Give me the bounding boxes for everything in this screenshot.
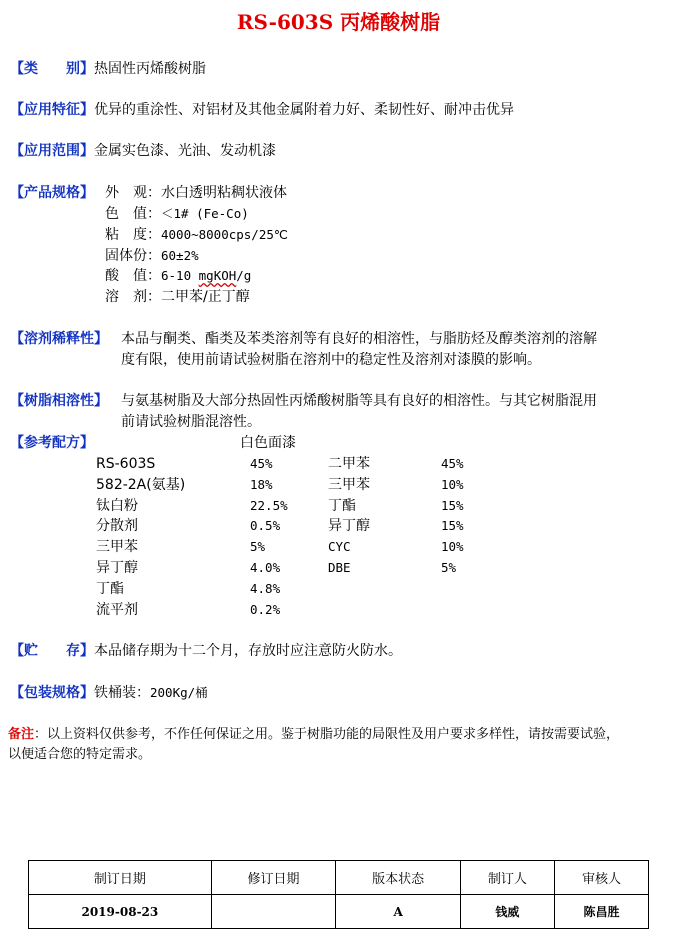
formula-left-pct: 5%	[250, 539, 266, 554]
formula-right-pct: 5%	[441, 560, 457, 575]
features-label: 【应用特征】	[10, 102, 94, 118]
formula-right-pct: 10%	[441, 477, 464, 492]
spec-row	[105, 225, 288, 245]
specs-label: 【产品规格】	[10, 185, 94, 201]
formula-left-name: 三甲苯	[96, 539, 138, 555]
formula-left-name: 丁酯	[96, 581, 124, 597]
category-label: 【类 别】	[10, 61, 94, 77]
formula-left-pct: 18%	[250, 477, 273, 492]
storage-section	[10, 641, 402, 661]
formula-left-name: 流平剂	[96, 602, 138, 618]
spec-name: 溶 剂：	[105, 289, 161, 305]
formula-left-name: 分散剂	[96, 518, 138, 534]
scope-label: 【应用范围】	[10, 143, 94, 159]
page-title: RS-603S 丙烯酸树脂	[236, 10, 441, 34]
category-text: 热固性丙烯酸树脂	[94, 61, 206, 77]
value-reviewer: 陈昌胜	[554, 895, 648, 929]
formula-right-pct: 15%	[441, 498, 464, 513]
scope-text: 金属实色漆、光油、发动机漆	[94, 143, 276, 159]
storage-text: 本品储存期为十二个月，存放时应注意防火防水。	[94, 643, 402, 659]
formula-heading: 白色面漆	[240, 435, 296, 451]
value-version: A	[336, 895, 461, 929]
note-line-1	[8, 725, 619, 745]
spec-value: 水白透明粘稠状液体	[161, 185, 287, 201]
note-line-2: 以便适合您的特定需求。	[8, 747, 152, 762]
compat-line-2: 前请试验树脂混溶性。	[121, 414, 261, 430]
spec-name: 固体份：	[105, 248, 161, 264]
formula-left-name: RS-603S	[96, 456, 156, 472]
spec-name: 酸 值：	[105, 268, 161, 284]
packing-label: 【包装规格】	[10, 685, 94, 701]
packing-text: 铁桶装：	[94, 685, 150, 701]
compat-label: 【树脂相溶性】	[10, 393, 108, 409]
packing-value: 200Kg/桶	[150, 685, 208, 700]
formula-right-pct: 45%	[441, 456, 464, 471]
formula-right-name: 异丁醇	[328, 518, 370, 534]
formula-left-pct: 0.5%	[250, 518, 281, 533]
revision-table	[28, 860, 649, 929]
formula-left-pct: 45%	[250, 456, 273, 471]
formula-left-pct: 4.0%	[250, 560, 281, 575]
spec-name: 外 观：	[105, 185, 161, 201]
formula-right-pct: 10%	[441, 539, 464, 554]
spec-row	[105, 246, 199, 266]
formula-right-name: CYC	[328, 539, 351, 554]
spec-value	[161, 268, 251, 283]
compat-line-1: 与氨基树脂及大部分热固性丙烯酸树脂等具有良好的相溶性。与其它树脂混用	[121, 393, 597, 409]
spec-row	[105, 183, 287, 203]
spec-row	[105, 204, 249, 224]
note-label: 备注	[8, 727, 35, 742]
features-section	[10, 100, 514, 120]
storage-label: 【贮 存】	[10, 643, 94, 659]
spec-value: 二甲苯/正丁醇	[161, 289, 250, 305]
header-reviewer: 审核人	[554, 861, 648, 895]
formula-right-name: 三甲苯	[328, 477, 370, 493]
formula-right-name: DBE	[328, 560, 351, 575]
value-issue-date: 2019-08-23	[29, 895, 212, 929]
features-text: 优异的重涂性、对铝材及其他金属附着力好、柔韧性好、耐冲击优异	[94, 102, 514, 118]
note-text: ：以上资料仅供参考，不作任何保证之用。鉴于树脂功能的局限性及用户要求多样性，请按需要试验，	[34, 727, 620, 742]
spec-name: 粘 度：	[105, 227, 161, 243]
revision-header-row	[29, 861, 649, 895]
formula-left-name: 异丁醇	[96, 560, 138, 576]
category-section	[10, 59, 206, 79]
value-revision-date	[211, 895, 336, 929]
formula-right-name: 丁酯	[328, 498, 356, 514]
spec-value: ＜1# (Fe-Co)	[161, 206, 249, 221]
formula-left-pct: 22.5%	[250, 498, 288, 513]
value-author: 钱威	[460, 895, 554, 929]
dilution-line-1: 本品与酮类、酯类及苯类溶剂等有良好的相溶性，与脂肪烃及醇类溶剂的溶解	[121, 331, 597, 347]
acid-value-suffix: /g	[236, 268, 252, 283]
acid-value-range: 6-10	[161, 268, 199, 283]
header-author: 制订人	[460, 861, 554, 895]
scope-section	[10, 141, 276, 161]
formula-right-pct: 15%	[441, 518, 464, 533]
formula-left-pct: 0.2%	[250, 602, 281, 617]
formula-left-pct: 4.8%	[250, 581, 281, 596]
spec-value: 4000~8000cps/25℃	[161, 227, 288, 242]
header-revision-date: 修订日期	[211, 861, 336, 895]
spec-row	[105, 287, 250, 307]
spec-value: 60±2%	[161, 248, 199, 263]
header-issue-date: 制订日期	[29, 861, 212, 895]
acid-value-unit: mgKOH	[198, 268, 237, 283]
dilution-line-2: 度有限，使用前请试验树脂在溶剂中的稳定性及溶剂对漆膜的影响。	[121, 352, 541, 368]
packing-section	[10, 683, 208, 703]
spec-row	[105, 266, 251, 286]
formula-left-name: 钛白粉	[96, 498, 138, 514]
formula-right-name: 二甲苯	[328, 456, 370, 472]
formula-label: 【参考配方】	[10, 435, 94, 451]
spec-name: 色 值：	[105, 206, 161, 222]
revision-value-row	[29, 895, 649, 929]
formula-left-name: 582-2A(氨基)	[96, 477, 186, 493]
dilution-label: 【溶剂稀释性】	[10, 331, 108, 347]
header-version: 版本状态	[336, 861, 461, 895]
